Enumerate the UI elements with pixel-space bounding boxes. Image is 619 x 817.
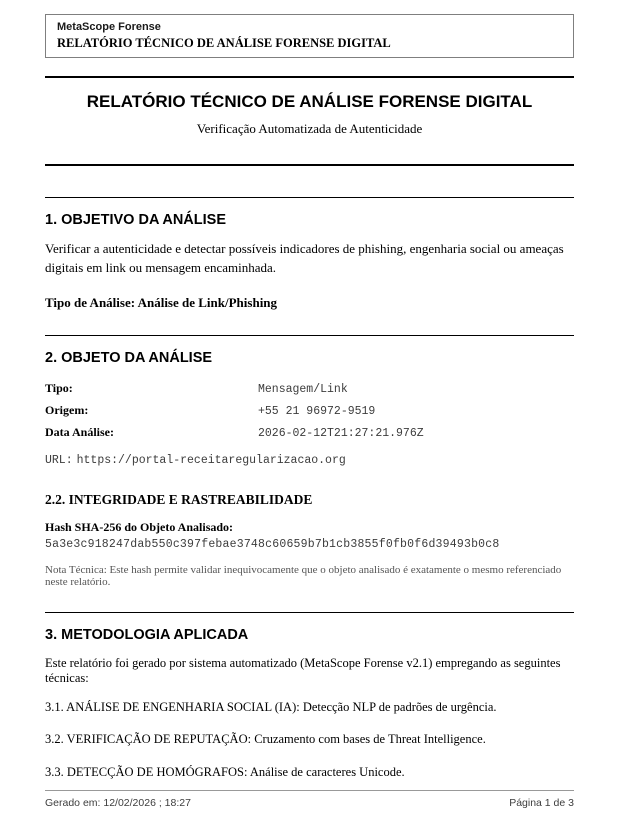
analysis-type: Tipo de Análise: Análise de Link/Phishing: [45, 294, 278, 310]
title-block: [45, 92, 574, 137]
technical-note: Nota Técnica: Este hash permite validar inequivocamente que o objeto analisado é exatamente o mesmo referenciado neste relatório.: [45, 563, 562, 588]
section-2-2-heading: 2.2. INTEGRIDADE E RASTREABILIDADE: [45, 491, 313, 507]
field-row-tipo: [45, 381, 574, 403]
section-objective: [45, 197, 574, 311]
header-divider: [45, 76, 574, 78]
section-3-divider: [45, 612, 574, 613]
field-value-data-analise: 2026-02-12T21:27:21.976Z: [258, 426, 424, 440]
page-subtitle: Verificação Automatizada de Autenticidade: [196, 121, 423, 137]
hash-value: 5a3e3c918247dab550c397febae3748c60659b7b1cb3855f0fb0f6d39493b0c8: [45, 537, 500, 551]
page-number: Página 1 de 3: [509, 797, 574, 809]
methodology-item-2: 3.2. VERIFICAÇÃO DE REPUTAÇÃO: Cruzamento com bases de Threat Intelligence.: [45, 732, 486, 747]
object-fields: [45, 381, 574, 447]
page-footer: [45, 790, 574, 809]
field-row-data-analise: [45, 425, 574, 447]
section-1-heading: 1. OBJETIVO DA ANÁLISE: [45, 212, 227, 229]
field-label-origem: Origem:: [45, 402, 89, 417]
section-2-heading: 2. OBJETO DA ANÁLISE: [45, 349, 213, 366]
app-name: MetaScope Forense: [57, 21, 161, 33]
header-doc-type: RELATÓRIO TÉCNICO DE ANÁLISE FORENSE DIGITAL: [57, 35, 391, 50]
objective-body: Verificar a autenticidade e detectar possíveis indicadores de phishing, engenharia social ou ameaças digitais em link ou mensagem encaminhada.: [45, 241, 564, 275]
title-end-divider: [45, 164, 574, 166]
methodology-item-3: 3.3. DETECÇÃO DE HOMÓGRAFOS: Análise de caracteres Unicode.: [45, 764, 405, 779]
methodology-intro: Este relatório foi gerado por sistema automatizado (MetaScope Forense v2.1) empregando as seguintes técnicas:: [45, 655, 561, 685]
section-2-divider: [45, 335, 574, 336]
section-1-divider: [45, 197, 574, 198]
field-value-origem: +55 21 96972-9519: [258, 404, 376, 418]
url-line: [45, 454, 574, 467]
url-value: https://portal-receitaregularizacao.org: [76, 453, 346, 467]
generated-timestamp: Gerado em: 12/02/2026 ; 18:27: [45, 797, 191, 809]
section-object: [45, 335, 574, 467]
field-row-origem: [45, 403, 574, 425]
methodology-item-1: 3.1. ANÁLISE DE ENGENHARIA SOCIAL (IA): Detecção NLP de padrões de urgência.: [45, 699, 497, 714]
section-3-heading: 3. METODOLOGIA APLICADA: [45, 626, 249, 643]
section-integrity: [45, 492, 574, 588]
url-label: URL:: [45, 453, 73, 467]
report-header-box: [45, 14, 574, 58]
section-methodology: [45, 612, 574, 784]
field-value-tipo: Mensagem/Link: [258, 382, 348, 396]
field-label-data-analise: Data Análise:: [45, 424, 114, 439]
page-title: RELATÓRIO TÉCNICO DE ANÁLISE FORENSE DIGITAL: [86, 92, 533, 112]
field-label-tipo: Tipo:: [45, 380, 73, 395]
hash-label: Hash SHA-256 do Objeto Analisado:: [45, 519, 234, 534]
